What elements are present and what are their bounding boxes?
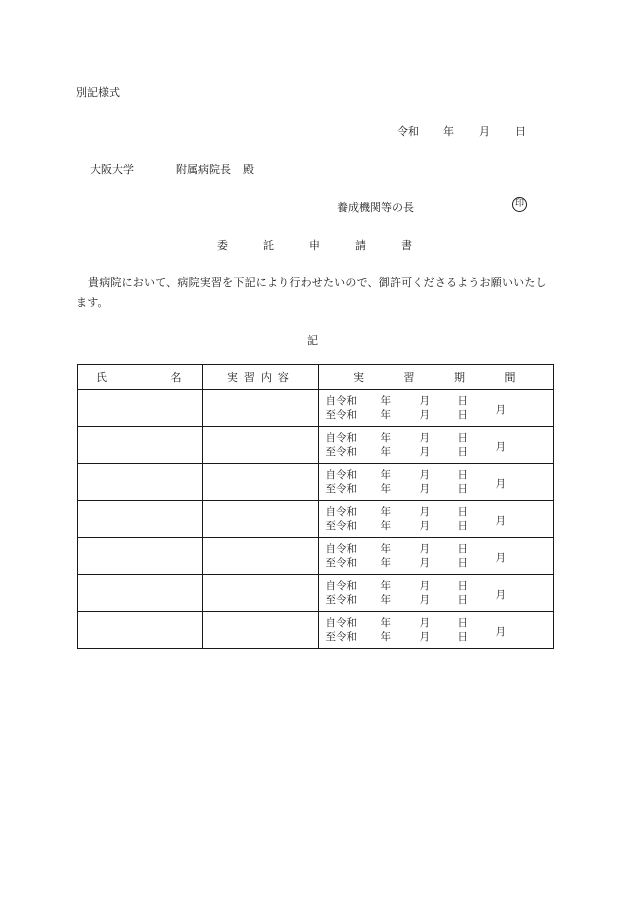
period-cell[interactable] [319,427,554,464]
header-name: 氏 名 [78,365,203,390]
period-to-label: 至令和 [325,520,357,532]
period-to-line [325,482,468,496]
period-to-label: 至令和 [325,557,357,569]
period-from-label: 自令和 [325,432,357,444]
document-title-char: 委 [217,239,228,252]
period-from-line [325,616,468,630]
period-year: 年 [380,557,391,569]
addressee-honorific: 殿 [243,163,254,176]
content-cell[interactable] [203,612,319,649]
period-cell[interactable] [319,538,554,575]
period-month: 月 [419,631,430,643]
date-month: 月 [479,125,490,138]
content-cell[interactable] [203,390,319,427]
period-duration-unit: 月 [495,589,506,601]
period-from-label: 自令和 [325,506,357,518]
period-cell[interactable] [319,390,554,427]
period-day: 日 [457,469,468,481]
content-cell[interactable] [203,501,319,538]
period-day: 日 [457,631,468,643]
period-day: 日 [457,483,468,495]
period-cell[interactable] [319,501,554,538]
period-cell[interactable] [319,575,554,612]
period-to-label: 至令和 [325,483,357,495]
period-year: 年 [380,617,391,629]
period-year: 年 [380,594,391,606]
period-year: 年 [380,446,391,458]
addressee-hospital: 附属病院長 [176,163,231,176]
table-row [78,390,554,427]
period-duration-unit: 月 [495,441,506,453]
period-year: 年 [380,580,391,592]
period-to-line [325,556,468,570]
period-day: 日 [457,580,468,592]
period-year: 年 [380,631,391,643]
period-year: 年 [380,543,391,555]
addressee [90,161,254,177]
period-day: 日 [457,506,468,518]
period-year: 年 [380,506,391,518]
period-to-label: 至令和 [325,446,357,458]
period-day: 日 [457,594,468,606]
period-day: 日 [457,446,468,458]
period-lines [325,394,468,422]
period-month: 月 [419,617,430,629]
table-row [78,575,554,612]
date-era: 令和 [397,125,419,138]
seal-mark: 印 [512,197,527,212]
period-day: 日 [457,617,468,629]
period-from-line [325,431,468,445]
period-duration-unit: 月 [495,515,506,527]
period-to-label: 至令和 [325,409,357,421]
name-cell[interactable] [78,464,203,501]
period-month: 月 [419,580,430,592]
period-to-line [325,630,468,644]
header-content: 実習内容 [203,365,319,390]
document-title-char: 託 [263,239,274,252]
training-records-table [77,364,554,649]
name-cell[interactable] [78,427,203,464]
ki-heading: 記 [307,334,318,347]
period-lines [325,542,468,570]
period-year: 年 [380,409,391,421]
name-cell[interactable] [78,612,203,649]
name-cell[interactable] [78,538,203,575]
period-lines [325,431,468,459]
period-lines [325,616,468,644]
period-day: 日 [457,520,468,532]
period-duration-unit: 月 [495,478,506,490]
period-from-line [325,468,468,482]
period-month: 月 [419,483,430,495]
period-from-line [325,542,468,556]
period-from-label: 自令和 [325,617,357,629]
document-title-char: 書 [401,239,412,252]
date-line [397,123,526,139]
name-cell[interactable] [78,575,203,612]
content-cell[interactable] [203,427,319,464]
period-day: 日 [457,409,468,421]
period-duration-unit: 月 [495,552,506,564]
period-cell[interactable] [319,612,554,649]
period-day: 日 [457,395,468,407]
document-title-char: 申 [309,239,320,252]
period-cell[interactable] [319,464,554,501]
period-from-line [325,505,468,519]
content-cell[interactable] [203,575,319,612]
period-year: 年 [380,432,391,444]
period-to-line [325,408,468,422]
period-month: 月 [419,520,430,532]
period-lines [325,579,468,607]
table-header-row [78,365,554,390]
content-cell[interactable] [203,538,319,575]
form-label: 別記様式 [76,86,120,99]
document-title [217,237,447,253]
period-from-label: 自令和 [325,543,357,555]
sender-title: 養成機関等の長 [337,201,414,214]
period-month: 月 [419,446,430,458]
period-duration-unit: 月 [495,404,506,416]
table-row [78,501,554,538]
name-cell[interactable] [78,501,203,538]
name-cell[interactable] [78,390,203,427]
period-lines [325,468,468,496]
period-month: 月 [419,432,430,444]
period-year: 年 [380,469,391,481]
period-lines [325,505,468,533]
period-month: 月 [419,395,430,407]
period-duration-unit: 月 [495,626,506,638]
period-day: 日 [457,432,468,444]
period-month: 月 [419,557,430,569]
period-from-label: 自令和 [325,580,357,592]
table-row [78,538,554,575]
period-to-label: 至令和 [325,594,357,606]
period-from-label: 自令和 [325,395,357,407]
period-month: 月 [419,543,430,555]
period-month: 月 [419,409,430,421]
period-month: 月 [419,469,430,481]
request-body-text: 貴病院において、病院実習を下記により行わせたいので、御許可くださるようお願いいたします。 [76,276,547,309]
period-to-line [325,593,468,607]
period-to-label: 至令和 [325,631,357,643]
period-year: 年 [380,483,391,495]
period-to-line [325,445,468,459]
period-from-line [325,579,468,593]
date-day: 日 [515,125,526,138]
table-row [78,427,554,464]
addressee-university: 大阪大学 [90,163,134,176]
table-row [78,612,554,649]
period-from-line [325,394,468,408]
table-row [78,464,554,501]
period-from-label: 自令和 [325,469,357,481]
period-month: 月 [419,594,430,606]
content-cell[interactable] [203,464,319,501]
document-title-char: 請 [355,239,366,252]
header-period: 実 習 期 間 [319,365,554,390]
period-day: 日 [457,543,468,555]
date-year: 年 [443,125,454,138]
period-year: 年 [380,395,391,407]
period-month: 月 [419,506,430,518]
period-year: 年 [380,520,391,532]
period-day: 日 [457,557,468,569]
period-to-line [325,519,468,533]
